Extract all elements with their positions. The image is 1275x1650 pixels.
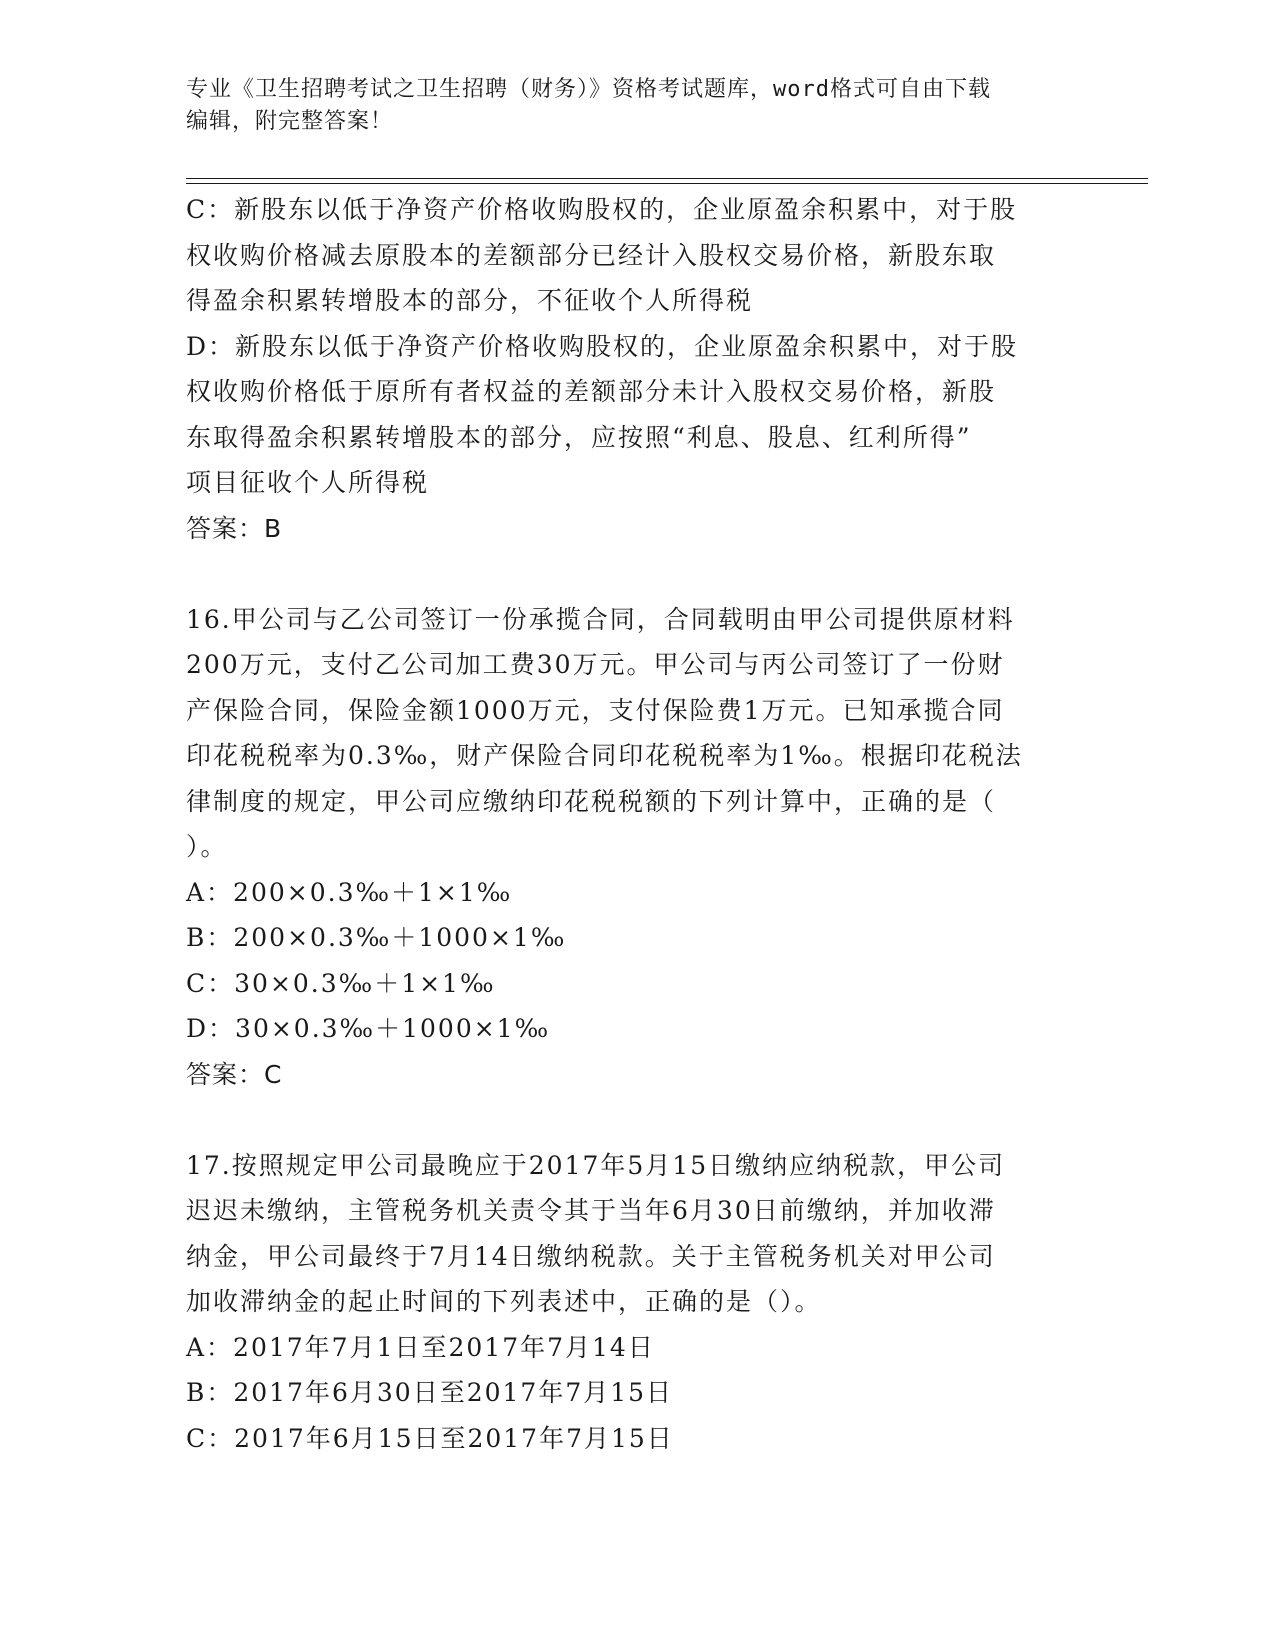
option-b: B：200×0.3‰＋1000×1‰ — [186, 923, 567, 952]
text-line: 项目征收个人所得税 — [186, 468, 430, 497]
text-line: 权收购价格低于原所有者权益的差额部分未计入股权交易价格，新股 — [186, 377, 997, 406]
text-line: 印花税税率为0.3‰，财产保险合同印花税税率为1‰。根据印花税法 — [186, 741, 1023, 770]
header-line: 专业《卫生招聘考试之卫生招聘（财务）》资格考试题库，word格式可自由下载 — [186, 77, 991, 102]
text-line: ）。 — [186, 832, 228, 861]
option-c: C：2017年6月15日至2017年7月15日 — [186, 1423, 674, 1453]
option-d: D：30×0.3‰＋1000×1‰ — [186, 1014, 551, 1043]
option-c: C：30×0.3‰＋1×1‰ — [186, 968, 496, 998]
spacer — [186, 551, 1086, 597]
text-line: C：新股东以低于净资产价格收购股权的，企业原盈余积累中，对于股 — [186, 195, 1018, 224]
option-a: A：2017年7月1日至2017年7月14日 — [186, 1332, 655, 1362]
question-17 — [186, 1143, 1086, 1462]
text-line: 得盈余积累转增股本的部分，不征收个人所得税 — [186, 286, 754, 315]
question-stem — [186, 597, 1086, 870]
text-line: 迟迟未缴纳，主管税务机关责令其于当年6月30日前缴纳，并加收滞 — [186, 1196, 996, 1225]
text-line: 17.按照规定甲公司最晚应于2017年5月15日缴纳应纳税款，甲公司 — [186, 1150, 1006, 1180]
text-line: 律制度的规定，甲公司应缴纳印花税税额的下列计算中，正确的是（ — [186, 786, 997, 816]
question-16 — [186, 597, 1086, 1098]
text-line: 权收购价格减去原股本的差额部分已经计入股权交易价格，新股东取 — [186, 240, 997, 270]
text-line: D：新股东以低于净资产价格收购股权的，企业原盈余积累中，对于股 — [186, 331, 1019, 361]
question-stem — [186, 1143, 1086, 1325]
answer-label: 答案：C — [186, 1059, 283, 1089]
text-line: 东取得盈余积累转增股本的部分，应按照“利息、股息、红利所得” — [186, 422, 972, 452]
spacer — [186, 1097, 1086, 1143]
text-line: 产保险合同，保险金额1000万元，支付保险费1万元。已知承揽合同 — [186, 695, 1005, 725]
text-line: 16.甲公司与乙公司签订一份承揽合同，合同载明由甲公司提供原材料 — [186, 604, 1015, 634]
header-divider — [186, 183, 1148, 184]
text-line: 200万元，支付乙公司加工费30万元。甲公司与丙公司签订了一份财 — [186, 650, 1005, 679]
answer-label: 答案：B — [186, 513, 283, 543]
text-line: 纳金，甲公司最终于7月14日缴纳税款。关于主管税务机关对甲公司 — [186, 1241, 996, 1271]
header-divider — [186, 178, 1148, 179]
header-line: 编辑，附完整答案！ — [186, 109, 394, 134]
option-d — [186, 324, 1086, 506]
document-header — [186, 74, 1066, 138]
option-b: B：2017年6月30日至2017年7月15日 — [186, 1378, 674, 1407]
text-line: 加收滞纳金的起止时间的下列表述中，正确的是（）。 — [186, 1287, 822, 1316]
option-c — [186, 187, 1086, 324]
option-a: A：200×0.3‰＋1×1‰ — [186, 877, 513, 907]
document-body — [186, 187, 1086, 1461]
question-15-tail — [186, 187, 1086, 551]
